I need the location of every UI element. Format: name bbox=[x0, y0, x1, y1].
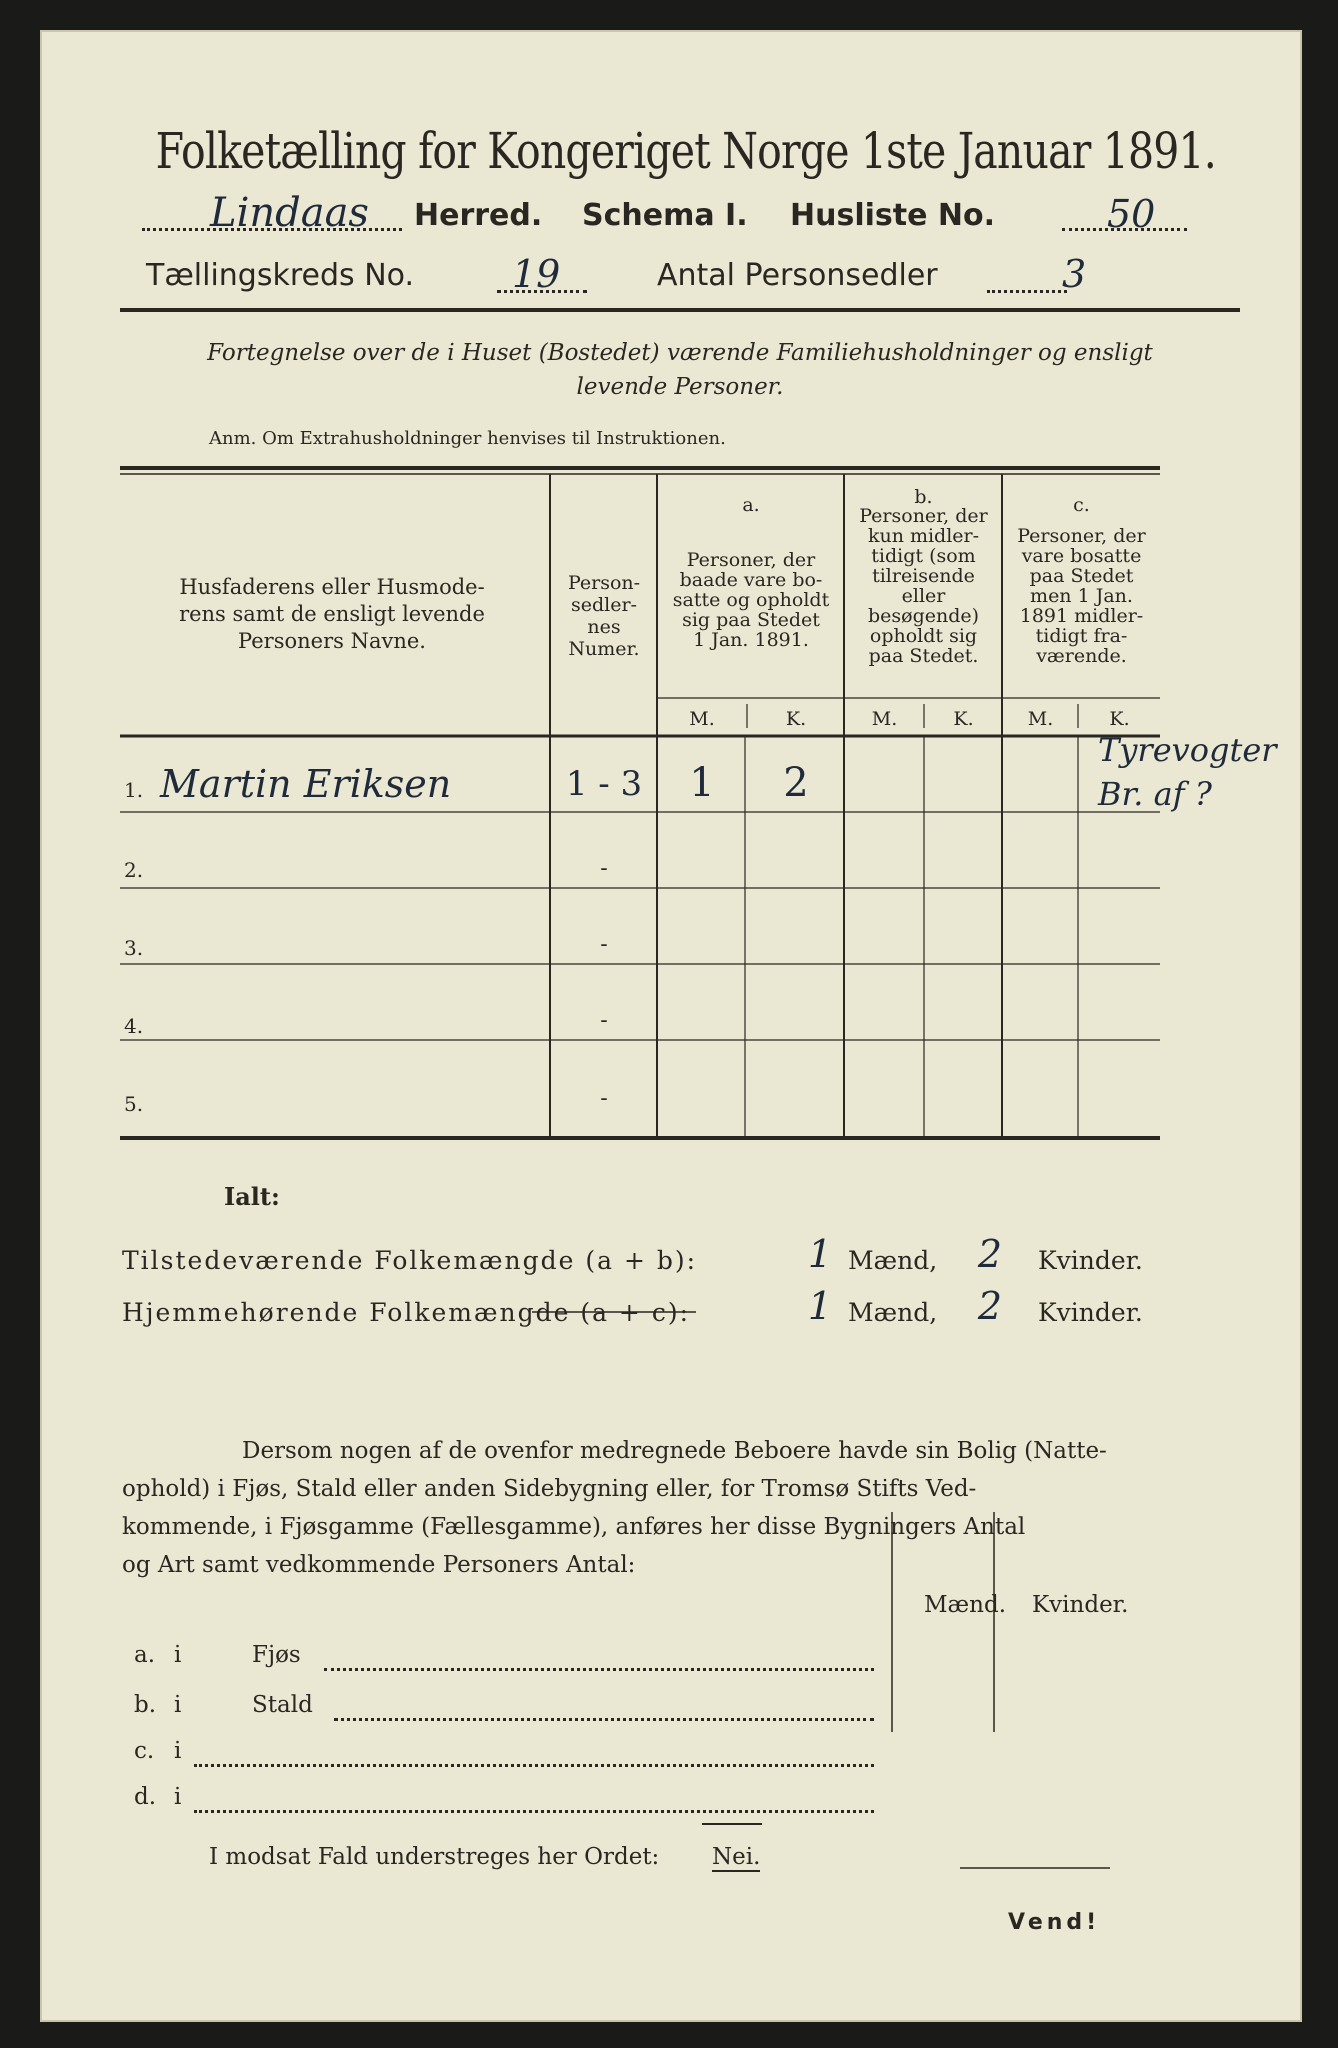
building-row-letter: b. bbox=[134, 1692, 157, 1718]
col-name-header: Husfaderens eller Husmode- rens samt de ensligt levende Personers Navne. bbox=[179, 575, 485, 653]
row-personsedler-num: - bbox=[600, 856, 608, 881]
building-row-dotline bbox=[334, 1718, 874, 1721]
row-personsedler-num: - bbox=[600, 1008, 608, 1033]
col-a-header: Personer, der baade vare bo- satte og opholdt sig paa Stedet 1 Jan. 1891. bbox=[672, 549, 830, 651]
ialt-label: Ialt: bbox=[224, 1182, 280, 1211]
col-c-header: Personer, der vare bosatte paa Stedet men 1 Jan. 1891 midler- tidigt fra- værende. bbox=[1017, 525, 1146, 667]
building-row-dotline bbox=[324, 1668, 874, 1671]
herred-value: Lindaas bbox=[210, 190, 369, 236]
antal-value: 3 bbox=[1062, 252, 1087, 296]
building-row-dotline bbox=[194, 1810, 874, 1813]
row-number: 5. bbox=[124, 1092, 144, 1116]
mk-a-k: K. bbox=[785, 708, 807, 730]
form-title: Folketælling for Kongeriget Norge 1ste Januar 1891. bbox=[155, 122, 1217, 180]
husliste-label: Husliste No. bbox=[790, 198, 995, 233]
row-number: 4. bbox=[124, 1014, 144, 1038]
mk-a-m: M. bbox=[689, 708, 715, 730]
kreds-value: 19 bbox=[512, 252, 561, 296]
row-a-m: 1 bbox=[689, 760, 715, 806]
building-row-i: i bbox=[174, 1784, 182, 1810]
modsat-label: I modsat Fald understreges her Ordet: bbox=[209, 1844, 660, 1870]
buildings-paragraph: Dersom nogen af de ovenfor medregnede Beboere havde sin Bolig (Natte- ophold) i Fjøs, Stald eller anden Sidebygning eller, for Tromsø Stifts Ved- kommende, i Fjøsgamme (Fællesgamme), anføres her disse Bygningers Antal og Art samt vedkommende Personers Antal: bbox=[122, 1438, 1107, 1578]
row-number: 3. bbox=[124, 936, 144, 960]
kreds-label: Tællingskreds No. bbox=[146, 258, 414, 293]
tilstede-maend-label: Mænd, bbox=[848, 1246, 938, 1275]
building-row-label: Stald bbox=[252, 1692, 313, 1718]
building-row-i: i bbox=[174, 1692, 182, 1718]
mk-c-k: K. bbox=[1109, 708, 1130, 730]
antal-label: Antal Personsedler bbox=[657, 258, 938, 293]
table-grid bbox=[42, 32, 1304, 2024]
tilstede-kvinder-value: 2 bbox=[977, 1232, 1003, 1276]
tilstede-maend-value: 1 bbox=[807, 1232, 833, 1276]
hjemme-kvinder-label: Kvinder. bbox=[1038, 1298, 1143, 1327]
building-row-letter: c. bbox=[134, 1738, 155, 1764]
col-c-letter: c. bbox=[1073, 494, 1090, 516]
row-name: Martin Eriksen bbox=[160, 762, 452, 806]
building-row-i: i bbox=[174, 1738, 182, 1764]
building-row-label: Fjøs bbox=[252, 1642, 301, 1668]
intro-line2: levende Personer. bbox=[576, 374, 784, 400]
building-row-letter: a. bbox=[134, 1642, 156, 1668]
nei-word: Nei. bbox=[712, 1844, 761, 1870]
col-b-letter: b. bbox=[914, 486, 933, 508]
col-num-header: Person- sedler- nes Numer. bbox=[567, 572, 641, 660]
mk-c-m: M. bbox=[1027, 708, 1054, 730]
tilstede-label: Tilstedeværende Folkemængde (a + b): bbox=[122, 1246, 698, 1275]
hjemme-kvinder-value: 2 bbox=[977, 1284, 1003, 1328]
census-form bbox=[40, 30, 1302, 2022]
hjemme-maend-value: 1 bbox=[807, 1284, 833, 1328]
row-remark: Tyrevogter Br. af ? bbox=[1098, 731, 1277, 813]
row-personsedler-num: - bbox=[600, 932, 608, 957]
building-row-dotline bbox=[194, 1764, 874, 1767]
building-row-letter: d. bbox=[134, 1784, 157, 1810]
hjemme-maend-label: Mænd, bbox=[848, 1298, 938, 1327]
row-number: 1. bbox=[124, 778, 144, 802]
mk-b-m: M. bbox=[871, 708, 898, 730]
hjemme-label: Hjemmehørende Folkemængde (a + c): bbox=[122, 1298, 690, 1327]
herred-label: Herred. bbox=[414, 198, 543, 233]
anm-note: Anm. Om Extrahusholdninger henvises til Instruktionen. bbox=[209, 428, 726, 449]
row-personsedler-num: - bbox=[600, 1086, 608, 1111]
buildings-col-kvinder: Kvinder. bbox=[1032, 1592, 1129, 1618]
col-a-letter: a. bbox=[742, 494, 760, 516]
husliste-value: 50 bbox=[1107, 192, 1156, 236]
vend-label: Vend! bbox=[1008, 1910, 1101, 1935]
building-row-i: i bbox=[174, 1642, 182, 1668]
buildings-col-maend: Mænd. bbox=[924, 1592, 1007, 1618]
tilstede-kvinder-label: Kvinder. bbox=[1038, 1246, 1143, 1275]
col-b-header: Personer, der kun midler- tidigt (som tilreisende eller besøgende) opholdt sig paa Stedet. bbox=[859, 505, 988, 667]
intro-line1: Fortegnelse over de i Huset (Bostedet) værende Familiehusholdninger og ensligt bbox=[207, 340, 1153, 366]
row-personsedler-num: 1 - 3 bbox=[565, 764, 643, 804]
row-number: 2. bbox=[124, 858, 144, 882]
schema-label: Schema I. bbox=[582, 198, 748, 233]
mk-b-k: K. bbox=[953, 708, 974, 730]
row-a-k: 2 bbox=[783, 760, 809, 806]
